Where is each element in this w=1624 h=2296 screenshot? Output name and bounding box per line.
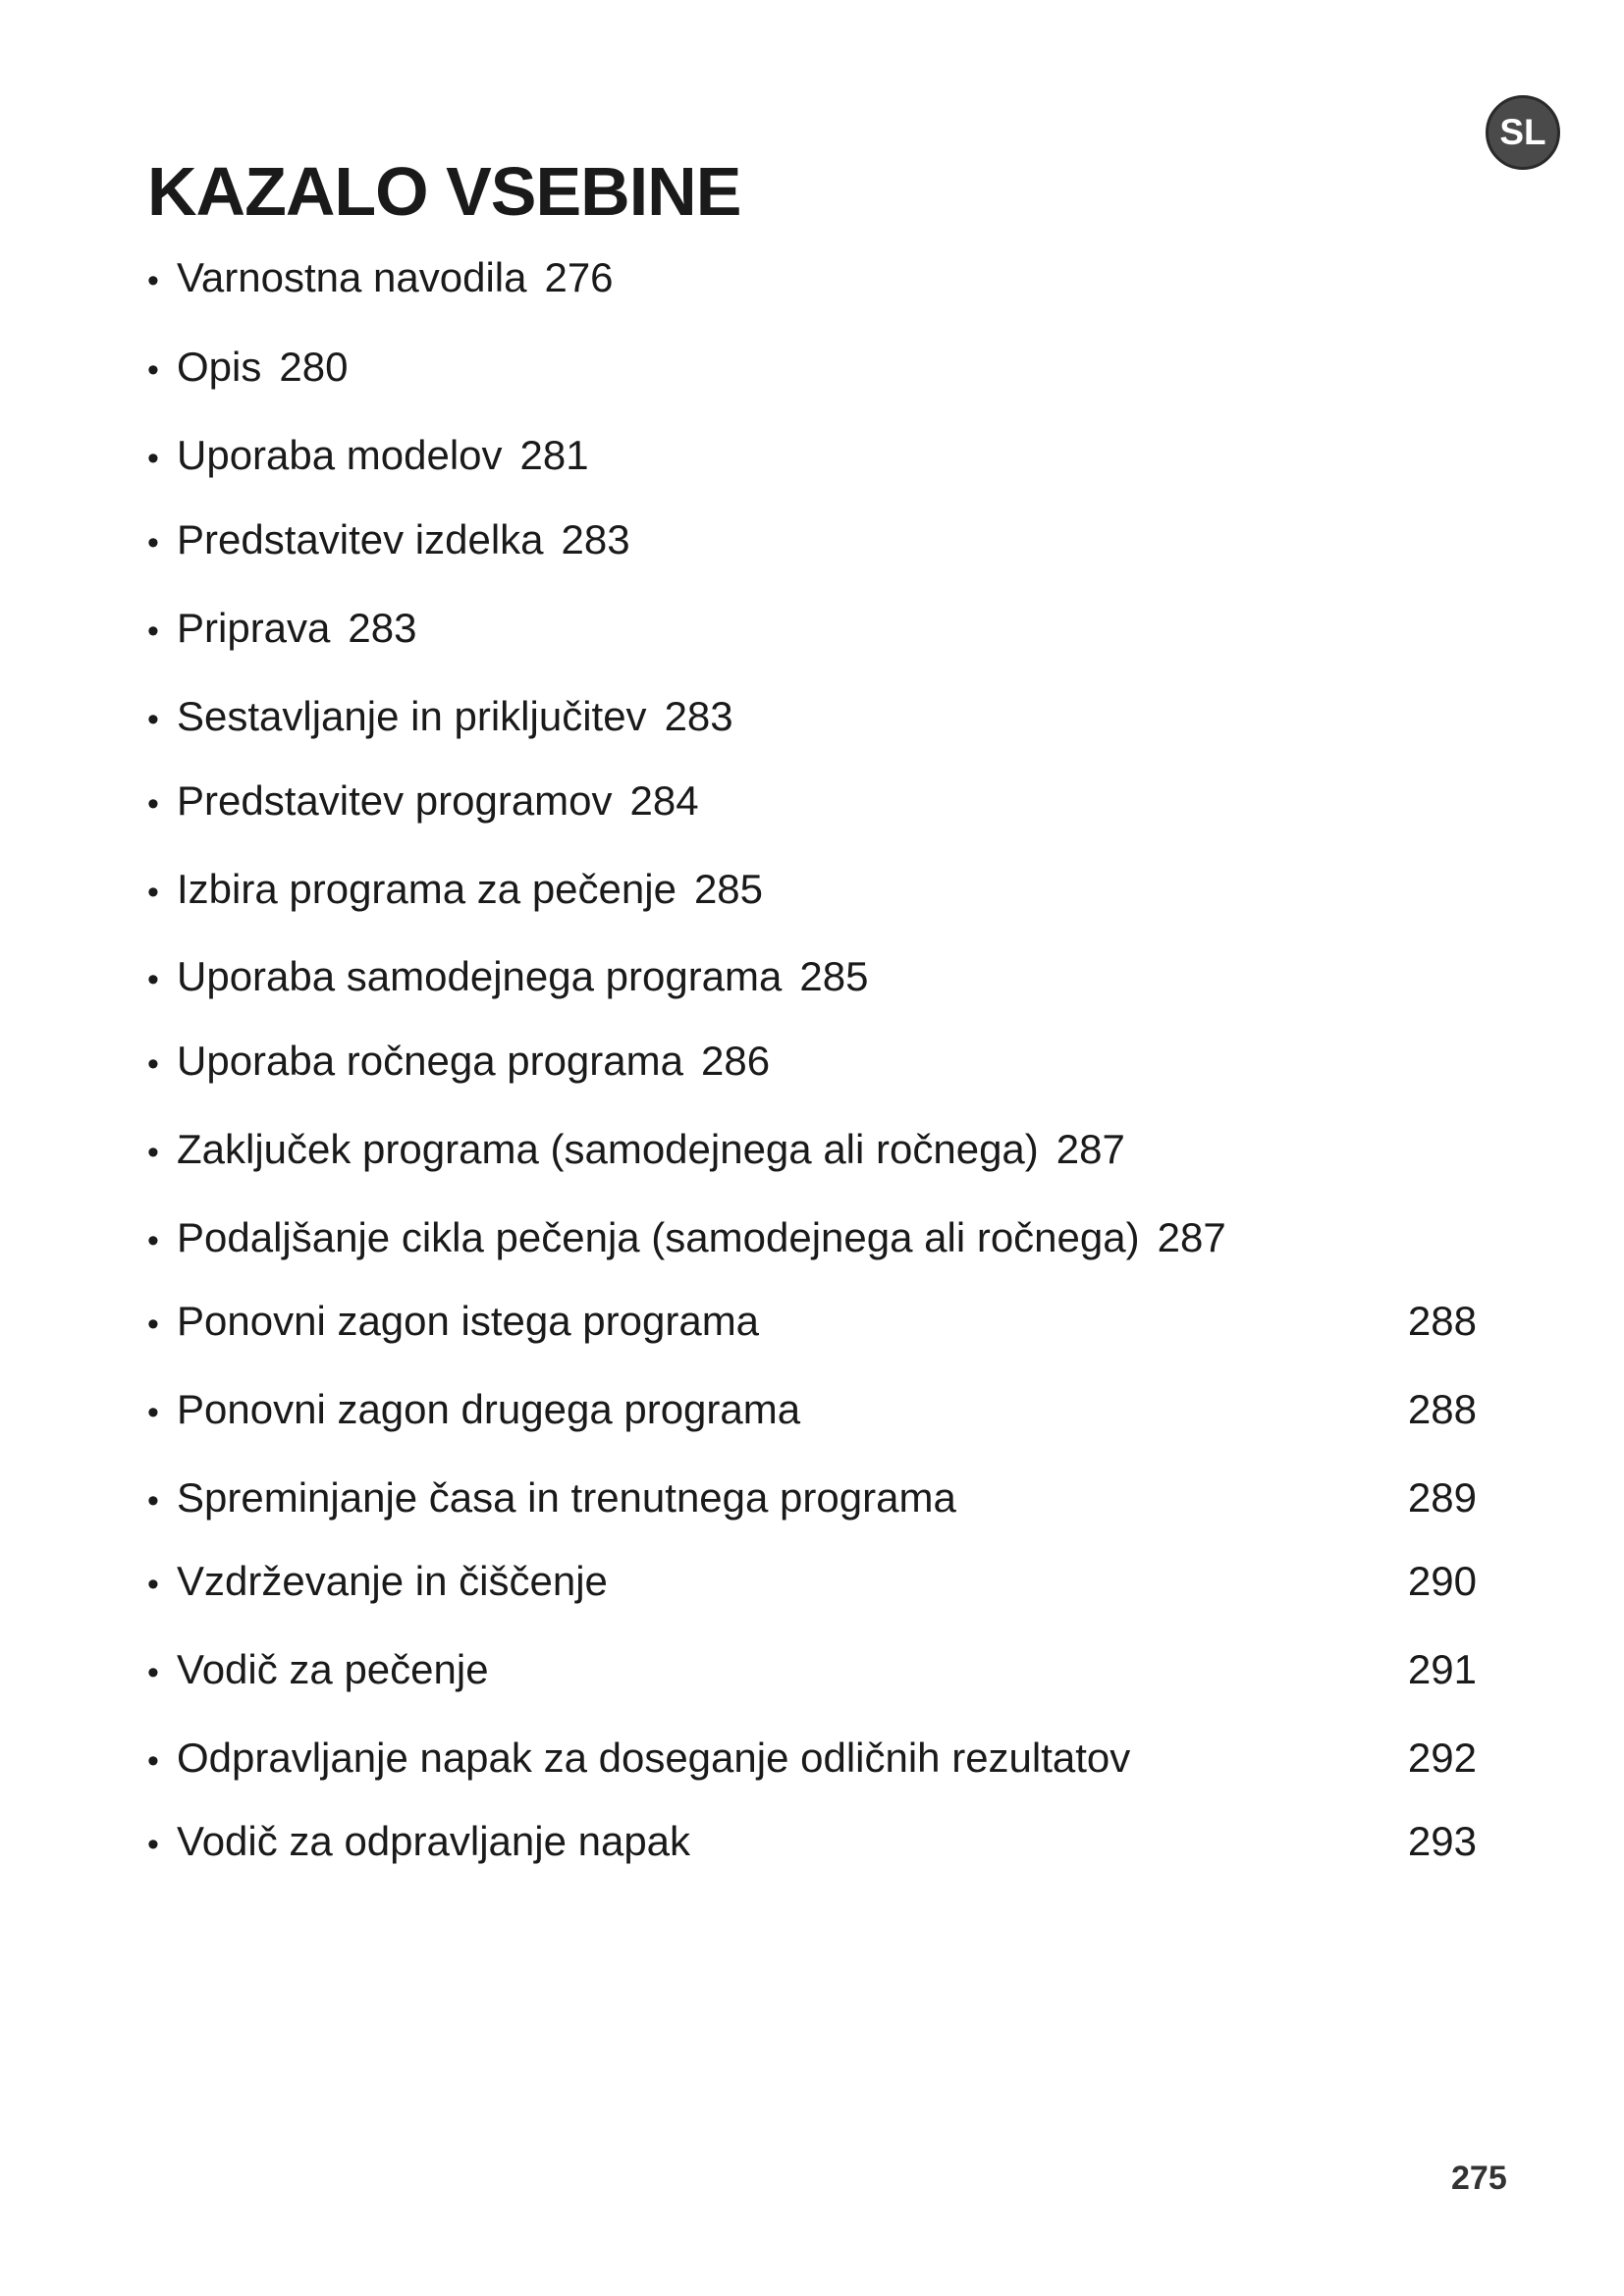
bullet-icon: •	[147, 961, 159, 998]
toc-page-number: 290	[1407, 1558, 1477, 1604]
bullet-icon: •	[147, 1826, 159, 1863]
toc-page-number: 281	[519, 432, 589, 478]
toc-label: Ponovni zagon drugega programa	[177, 1386, 801, 1432]
toc-page-number: 283	[664, 693, 733, 739]
toc-label: Vodič za pečenje	[177, 1646, 489, 1692]
bullet-icon: •	[147, 524, 159, 561]
toc-item[interactable]	[147, 1731, 1477, 1786]
toc-item[interactable]	[147, 1642, 1477, 1697]
toc-label: Priprava	[177, 605, 331, 651]
toc-label: Podaljšanje cikla pečenja (samodejnega ali ročnega)	[177, 1214, 1140, 1260]
toc-item[interactable]	[147, 1470, 1477, 1525]
toc-label: Predstavitev programov	[177, 777, 613, 824]
toc-page-number: 291	[1407, 1646, 1477, 1692]
bullet-icon: •	[147, 1306, 159, 1343]
toc-page-number: 293	[1407, 1818, 1477, 1864]
toc-label: Vzdrževanje in čiščenje	[177, 1558, 608, 1604]
toc-page-number: 288	[1407, 1298, 1477, 1344]
toc-item[interactable]	[147, 1210, 1477, 1265]
toc-label: Sestavljanje in priključitev	[177, 693, 647, 739]
page-number: 275	[1451, 2160, 1507, 2197]
toc-label: Odpravljanje napak za doseganje odličnih rezultatov	[177, 1735, 1131, 1781]
toc-label: Uporaba samodejnega programa	[177, 953, 783, 999]
toc-page-number: 289	[1407, 1474, 1477, 1521]
toc-label: Spreminjanje časa in trenutnega programa	[177, 1474, 956, 1521]
toc-label: Opis	[177, 344, 262, 390]
page-title: KAZALO VSEBINE	[147, 153, 741, 230]
bullet-icon: •	[147, 1134, 159, 1171]
toc-page-number: 285	[799, 953, 869, 999]
toc-item[interactable]	[147, 1122, 1477, 1177]
bullet-icon: •	[147, 785, 159, 823]
bullet-icon: •	[147, 262, 159, 299]
bullet-icon: •	[147, 1566, 159, 1603]
toc-page-number: 283	[561, 516, 630, 562]
bullet-icon: •	[147, 1394, 159, 1431]
toc-page-number: 287	[1157, 1214, 1226, 1260]
toc-item[interactable]	[147, 512, 1477, 567]
toc-page-number: 288	[1407, 1386, 1477, 1432]
toc-page-number: 283	[348, 605, 417, 651]
toc-label: Uporaba ročnega programa	[177, 1038, 683, 1084]
toc-label: Vodič za odpravljanje napak	[177, 1818, 691, 1864]
toc-item[interactable]	[147, 774, 1477, 828]
toc-item[interactable]	[147, 689, 1477, 744]
toc-label: Ponovni zagon istega programa	[177, 1298, 760, 1344]
toc-page-number: 285	[693, 866, 764, 912]
bullet-icon: •	[147, 1482, 159, 1520]
toc-label: Varnostna navodila	[177, 254, 527, 300]
toc-item[interactable]	[147, 1382, 1477, 1437]
toc-item[interactable]	[147, 949, 1477, 1004]
bullet-icon: •	[147, 613, 159, 650]
bullet-icon: •	[147, 1045, 159, 1083]
bullet-icon: •	[147, 351, 159, 389]
toc-page-number: 280	[279, 344, 349, 390]
toc-item[interactable]	[147, 340, 1477, 395]
toc-item[interactable]	[147, 601, 1477, 656]
toc-item[interactable]	[147, 1294, 1477, 1349]
bullet-icon: •	[147, 440, 159, 477]
toc-label: Predstavitev izdelka	[177, 516, 544, 562]
toc-item[interactable]	[147, 862, 1477, 917]
toc-page-number: 276	[544, 254, 614, 300]
bullet-icon: •	[147, 701, 159, 738]
toc-item[interactable]	[147, 428, 1477, 483]
toc-page-number: 287	[1056, 1126, 1125, 1172]
toc-item[interactable]	[147, 1814, 1477, 1869]
toc-label: Zaključek programa (samodejnega ali ročnega)	[177, 1126, 1039, 1172]
bullet-icon: •	[147, 874, 159, 911]
bullet-icon: •	[147, 1654, 159, 1691]
toc-page-number: 292	[1407, 1735, 1477, 1781]
bullet-icon: •	[147, 1742, 159, 1780]
toc-page-number: 286	[700, 1038, 771, 1084]
toc-page-number: 284	[629, 777, 699, 824]
toc-label: Izbira programa za pečenje	[177, 866, 677, 912]
toc-item[interactable]	[147, 250, 1477, 305]
toc-label: Uporaba modelov	[177, 432, 503, 478]
toc-item[interactable]	[147, 1554, 1477, 1609]
bullet-icon: •	[147, 1222, 159, 1259]
toc-item[interactable]	[147, 1034, 1477, 1089]
language-badge: SL	[1486, 95, 1560, 170]
